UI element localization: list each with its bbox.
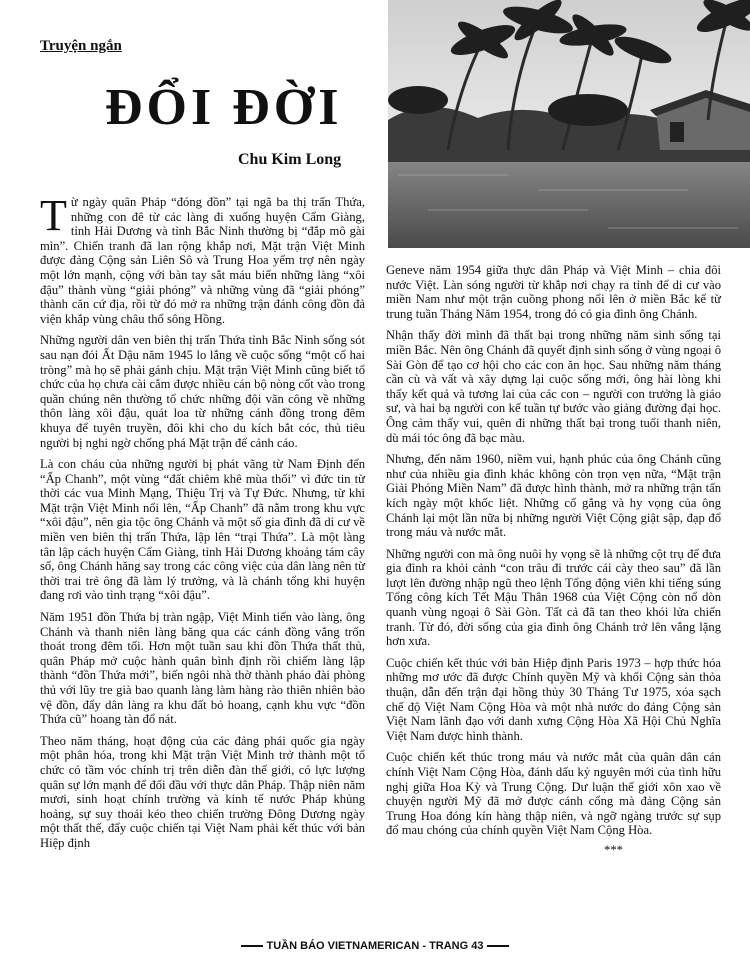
drop-cap: T [40,191,67,240]
river-village-photo [388,0,750,248]
article-paragraph: Những người con mà ông nuôi hy vọng sẽ là những cột trụ để đưa gia đình ra khỏi cảnh “con trâu đi trước cái cày theo sau” đã lần lượt lên đường nhập ngũ theo lệnh Tổng động viên khi tiếng súng Tổng công kích Tết Mậu Thân 1968 của Việt Cộng còn nổ dòn quanh vùng ngoại ô Sài Gòn. Tất cả đã tan theo khói lửa chiến tranh. Từ đó, đời sống của gia đình ông Chánh trở lên vắng lặng hơn xưa. [386,546,721,649]
article-paragraph [40,191,365,326]
footer-rule-right [487,945,509,947]
article-paragraph: Nhận thấy đời mình đã thất bại trong những năm sinh sống tại miền Bắc. Nên ông Chánh đã quyết định sinh sống ở vùng ngoại ô Sài Gòn để tạo cơ hội cho các con ăn học. Sau những năm tháng cần cù và vất và xây dựng lại cuộc sống mới, ông hài lòng khi thấy kết quả và tương lai của các con – người con trưởng là giáo sư, và hai bạ người con kế tuần tự bước vào giảng đường đại học. Ông cảm thấy vui, quên đi những thất bại trong tuổi thanh niên, dù mái tóc ông đã bạc màu. [386,328,721,445]
paragraph-text: ừ ngày quân Pháp “đóng đồn” tại ngã ba thị trấn Thứa, những con đê từ các làng đi xuống huyện Cẩm Giàng, tỉnh Hải Dương và tỉnh Bắc Ninh thường bị “đắp mô gài mìn”. Chiến tranh đã lan rộng khắp nơi, Mặt trận Việt Minh được đảng Cộng sản Liên Sô và Trung Hoa yểm trợ nên ngày một lớn mạnh, cộng với bàn tay sắt máu biến những làng “xôi đậu” thành vùng “giải phóng” và những vùng đã “giải phóng” thành căn cứ địa, rồi từ đó mở ra những trận đánh công đồn đả viện khắp vùng châu thổ sông Hồng. [40,195,365,326]
footer-text: TUẦN BÁO VIETNAMERICAN - TRANG 43 [266,940,484,952]
article-author: Chu Kim Long [238,151,342,168]
article-column-left [40,191,365,858]
article-paragraph: Cuộc chiến kết thúc với bản Hiệp định Paris 1973 – hợp thức hóa những mơ ước đã được Chính quyền Mỹ và khối Cộng sản thỏa thuận, dẫn đến trận đại hồng thủy 30 Tháng Tư 1975, xóa sạch chế độ Việt Nam Cộng Hòa và một nhà nước do đảng Cộng sản Việt Nam lãnh đạo với danh xưng Cộng Hòa Xã Hội Chủ Nghĩa Việt Nam được hình thành. [386,655,721,743]
end-mark: *** [604,842,623,857]
page-footer [0,940,750,952]
article-paragraph: Cuộc chiến kết thúc trong máu và nước mắt của quân dân cán chính Việt Nam Cộng Hòa, đánh dấu kỷ nguyên mới của tình hữu nghị giữa Hoa Kỳ và Trung Cộng. Dư luận thế giới xôn xao về chuyện người Mỹ đã mở được cánh cổng mà đảng Cộng sản Trung Hoa đóng kín hàng thập niên, và ngỡ ngàng trước sự sụp đổ mau chóng của chính quyền Việt Nam Cộng Hòa. [386,750,721,838]
article-paragraph: Nhưng, đến năm 1960, niềm vui, hạnh phúc của ông Chánh cũng như của nhiều gia đình khác không còn trọn vẹn nữa, “Mặt trận Giải Phóng Miền Nam” đã được hình thành, mở ra những trận tấn kích ngày một khốc liệt. Những cố gắng và hy vọng của ông Chánh lại một lần nữa bị những người Việt Cộng giật sập, đạp đổ trong máu và nước mắt. [386,452,721,540]
river-village-photo-icon [388,0,750,248]
article-paragraph: Theo năm tháng, hoạt động của các đảng phái quốc gia ngày một phân hóa, trong khi Mặt trận Việt Minh trở thành một tổ chức có tầm vóc chính trị trên diễn đàn thế giới, có lực lượng quân sự lớn mạnh để đối đầu với thực dân Pháp. Thập niên năm mươi, sinh hoạt chính trường và kinh tế nước Pháp khủng hoảng, sự suy thoái kéo theo chiến trường Đông Dương ngày một thất thế, đẩy cuộc chiến tại Việt Nam phải kết thúc với bản Hiệp định [40,733,365,850]
footer-rule-left [241,945,263,947]
article-title: ĐỔI ĐỜI [105,79,343,136]
article-paragraph: Geneve năm 1954 giữa thực dân Pháp và Việt Minh – chia đôi nước Việt. Làn sóng người từ khắp nơi chạy ra tỉnh để di cư vào miền Nam như một trận cuồng phong nổi lên ở miền Bắc kể từ trung tuần Tháng Năm 1954, trong đó có gia đình ông Chánh. [386,263,721,321]
article-column-right [386,263,721,858]
article-paragraph: Những người dân ven biên thị trấn Thứa tỉnh Bắc Ninh sống sót sau nạn đói Ất Dậu năm 1945 lo lắng về cuộc sống “một cổ hai tròng” mà họ sẽ phải gánh chịu. Mặt trận Việt Minh cũng biết tổ chức của họ chưa cài cắm được nhiều cán bộ nòng cốt vào trong quần chúng nên thường tổ chức những đội vãn công về những thôn làng xôi đậu, quát loa từ những cánh đồng trong đêm khuya để tuyên truyền, đôi khi cho du kích bắt cóc, thủ tiêu người bị nghi ngờ chống phá Mặt trận để cảnh cáo. [40,333,365,450]
article-paragraph: Là con cháu của những người bị phát vãng từ Nam Định đến “Ấp Chanh”, một vùng “đất chiêm khê mùa thối” vì đức tin từ thời các vua Minh Mạng, Thiệu Trị và Tự Đức. Nhưng, từ khi Mặt trận Việt Minh nổi lên, “Ấp Chanh” đã nằm trong khu vực “xôi đậu”, nên gia tộc ông Chánh và một số gia đình đã di cư về miền ven biên thị trấn Thứa, lập lên “trại Thứa”. Là một làng tân lập cách huyện Cẩm Giàng, tỉnh Hải Dương khoảng tám cây số, ông Chánh hăng say trong các công việc của dân làng nên từ thời trai trẻ ông đã làm lý trưởng, và là chánh tổng khi huyện đang rơi vào tình trạng “xôi đậu”. [40,457,365,603]
section-label: Truyện ngắn [40,38,122,54]
article-paragraph: Năm 1951 đồn Thứa bị tràn ngập, Việt Minh tiến vào làng, ông Chánh và thanh niên làng băng qua các cánh đồng vắng trốn thoát trong đêm tối. Hơn một tuần sau khi đồn Thứa thất thủ, quân Pháp mở cuộc hành quân bình định rồi chiếm làng lập thành “đồn Thứa mới”, biến ngôi nhà thờ thành pháo đài phòng thủ với lũy tre già bao quanh làng làm hàng rào thiên nhiên bảo vệ đồn, đẩy dân làng ra khu đất bỏ hoang, cạnh khu vực “đồn Thứa cũ” hoang tàn đổ nát. [40,610,365,727]
